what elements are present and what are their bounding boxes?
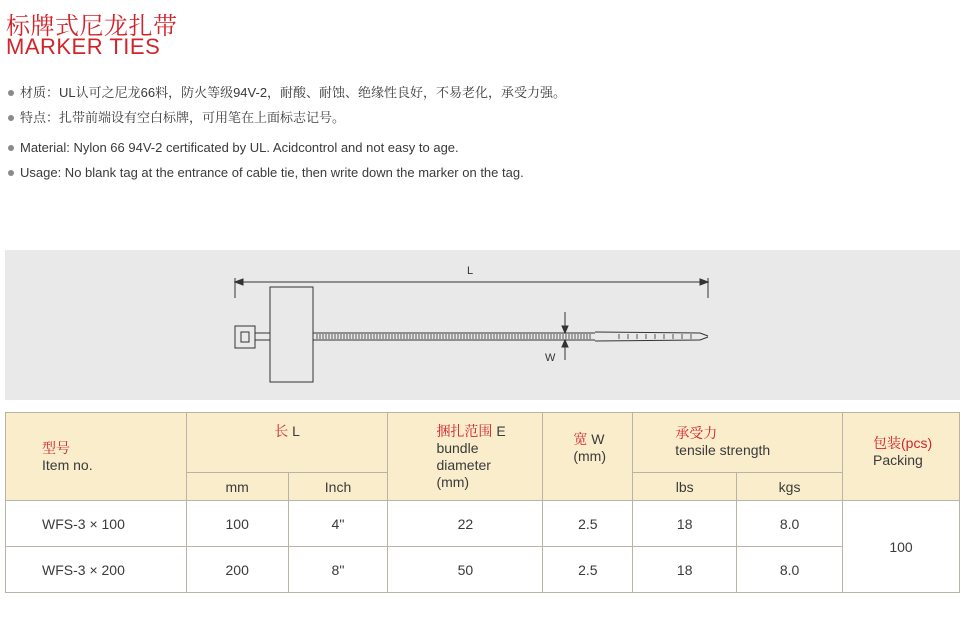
- cell-bundle: 50: [388, 547, 543, 593]
- cell-packing: 100: [843, 501, 960, 593]
- tie-head: [235, 326, 255, 348]
- bullet-icon: [8, 170, 14, 176]
- cell-lbs: 18: [633, 547, 737, 593]
- bullet-icon: [8, 90, 14, 96]
- cell-inch: 4'': [288, 501, 388, 547]
- arrow-right-icon: [700, 279, 708, 285]
- page-title-en: MARKER TIES: [6, 34, 161, 59]
- cable-tie-diagram: [5, 250, 960, 400]
- list-item: 特点：扎带前端设有空白标牌，可用笔在上面标志记号。: [8, 107, 345, 126]
- header-lbs: lbs: [633, 473, 737, 501]
- length-label: L: [467, 265, 474, 277]
- arrow-down-icon: [562, 326, 568, 333]
- cell-item: WFS-3 × 100: [6, 501, 187, 547]
- bullet-icon: [8, 115, 14, 121]
- header-tensile: 承受力 tensile strength: [633, 413, 843, 473]
- cell-mm: 200: [186, 547, 288, 593]
- cell-lbs: 18: [633, 501, 737, 547]
- list-item: Usage: No blank tag at the entrance of cable tie, then write down the marker on the tag.: [8, 165, 524, 180]
- width-label: W: [545, 352, 556, 364]
- header-length: 长 L: [186, 413, 388, 473]
- cell-inch: 8'': [288, 547, 388, 593]
- table-row: [6, 501, 960, 547]
- cell-kgs: 8.0: [737, 501, 843, 547]
- arrow-left-icon: [235, 279, 243, 285]
- list-item: Material: Nylon 66 94V-2 certificated by UL. Acidcontrol and not easy to age.: [8, 140, 459, 155]
- spec-table: [5, 412, 960, 593]
- cell-item: WFS-3 × 200: [6, 547, 187, 593]
- cell-width: 2.5: [543, 501, 633, 547]
- cell-width: 2.5: [543, 547, 633, 593]
- bullet-icon: [8, 145, 14, 151]
- marker-tag: [270, 287, 313, 382]
- cell-mm: 100: [186, 501, 288, 547]
- header-item: 型号 Item no.: [6, 413, 187, 501]
- header-bundle: 捆扎范围 E bundle diameter (mm): [388, 413, 543, 501]
- cell-bundle: 22: [388, 501, 543, 547]
- header-mm: mm: [186, 473, 288, 501]
- cable-tie-drawing: [5, 250, 960, 400]
- header-width: 宽 W (mm): [543, 413, 633, 501]
- arrow-up-icon: [562, 340, 568, 347]
- cell-kgs: 8.0: [737, 547, 843, 593]
- table-row: [6, 547, 960, 593]
- page-title-cn: 标牌式尼龙扎带: [6, 12, 178, 40]
- header-packing: 包装(pcs) Packing: [843, 413, 960, 501]
- list-item: 材质：UL认可之尼龙66料，防火等级94V-2，耐酸、耐蚀、绝缘性良好，不易老化，承受力强。: [8, 82, 566, 101]
- header-inch: Inch: [288, 473, 388, 501]
- header-kgs: kgs: [737, 473, 843, 501]
- tie-head-slot: [241, 332, 249, 342]
